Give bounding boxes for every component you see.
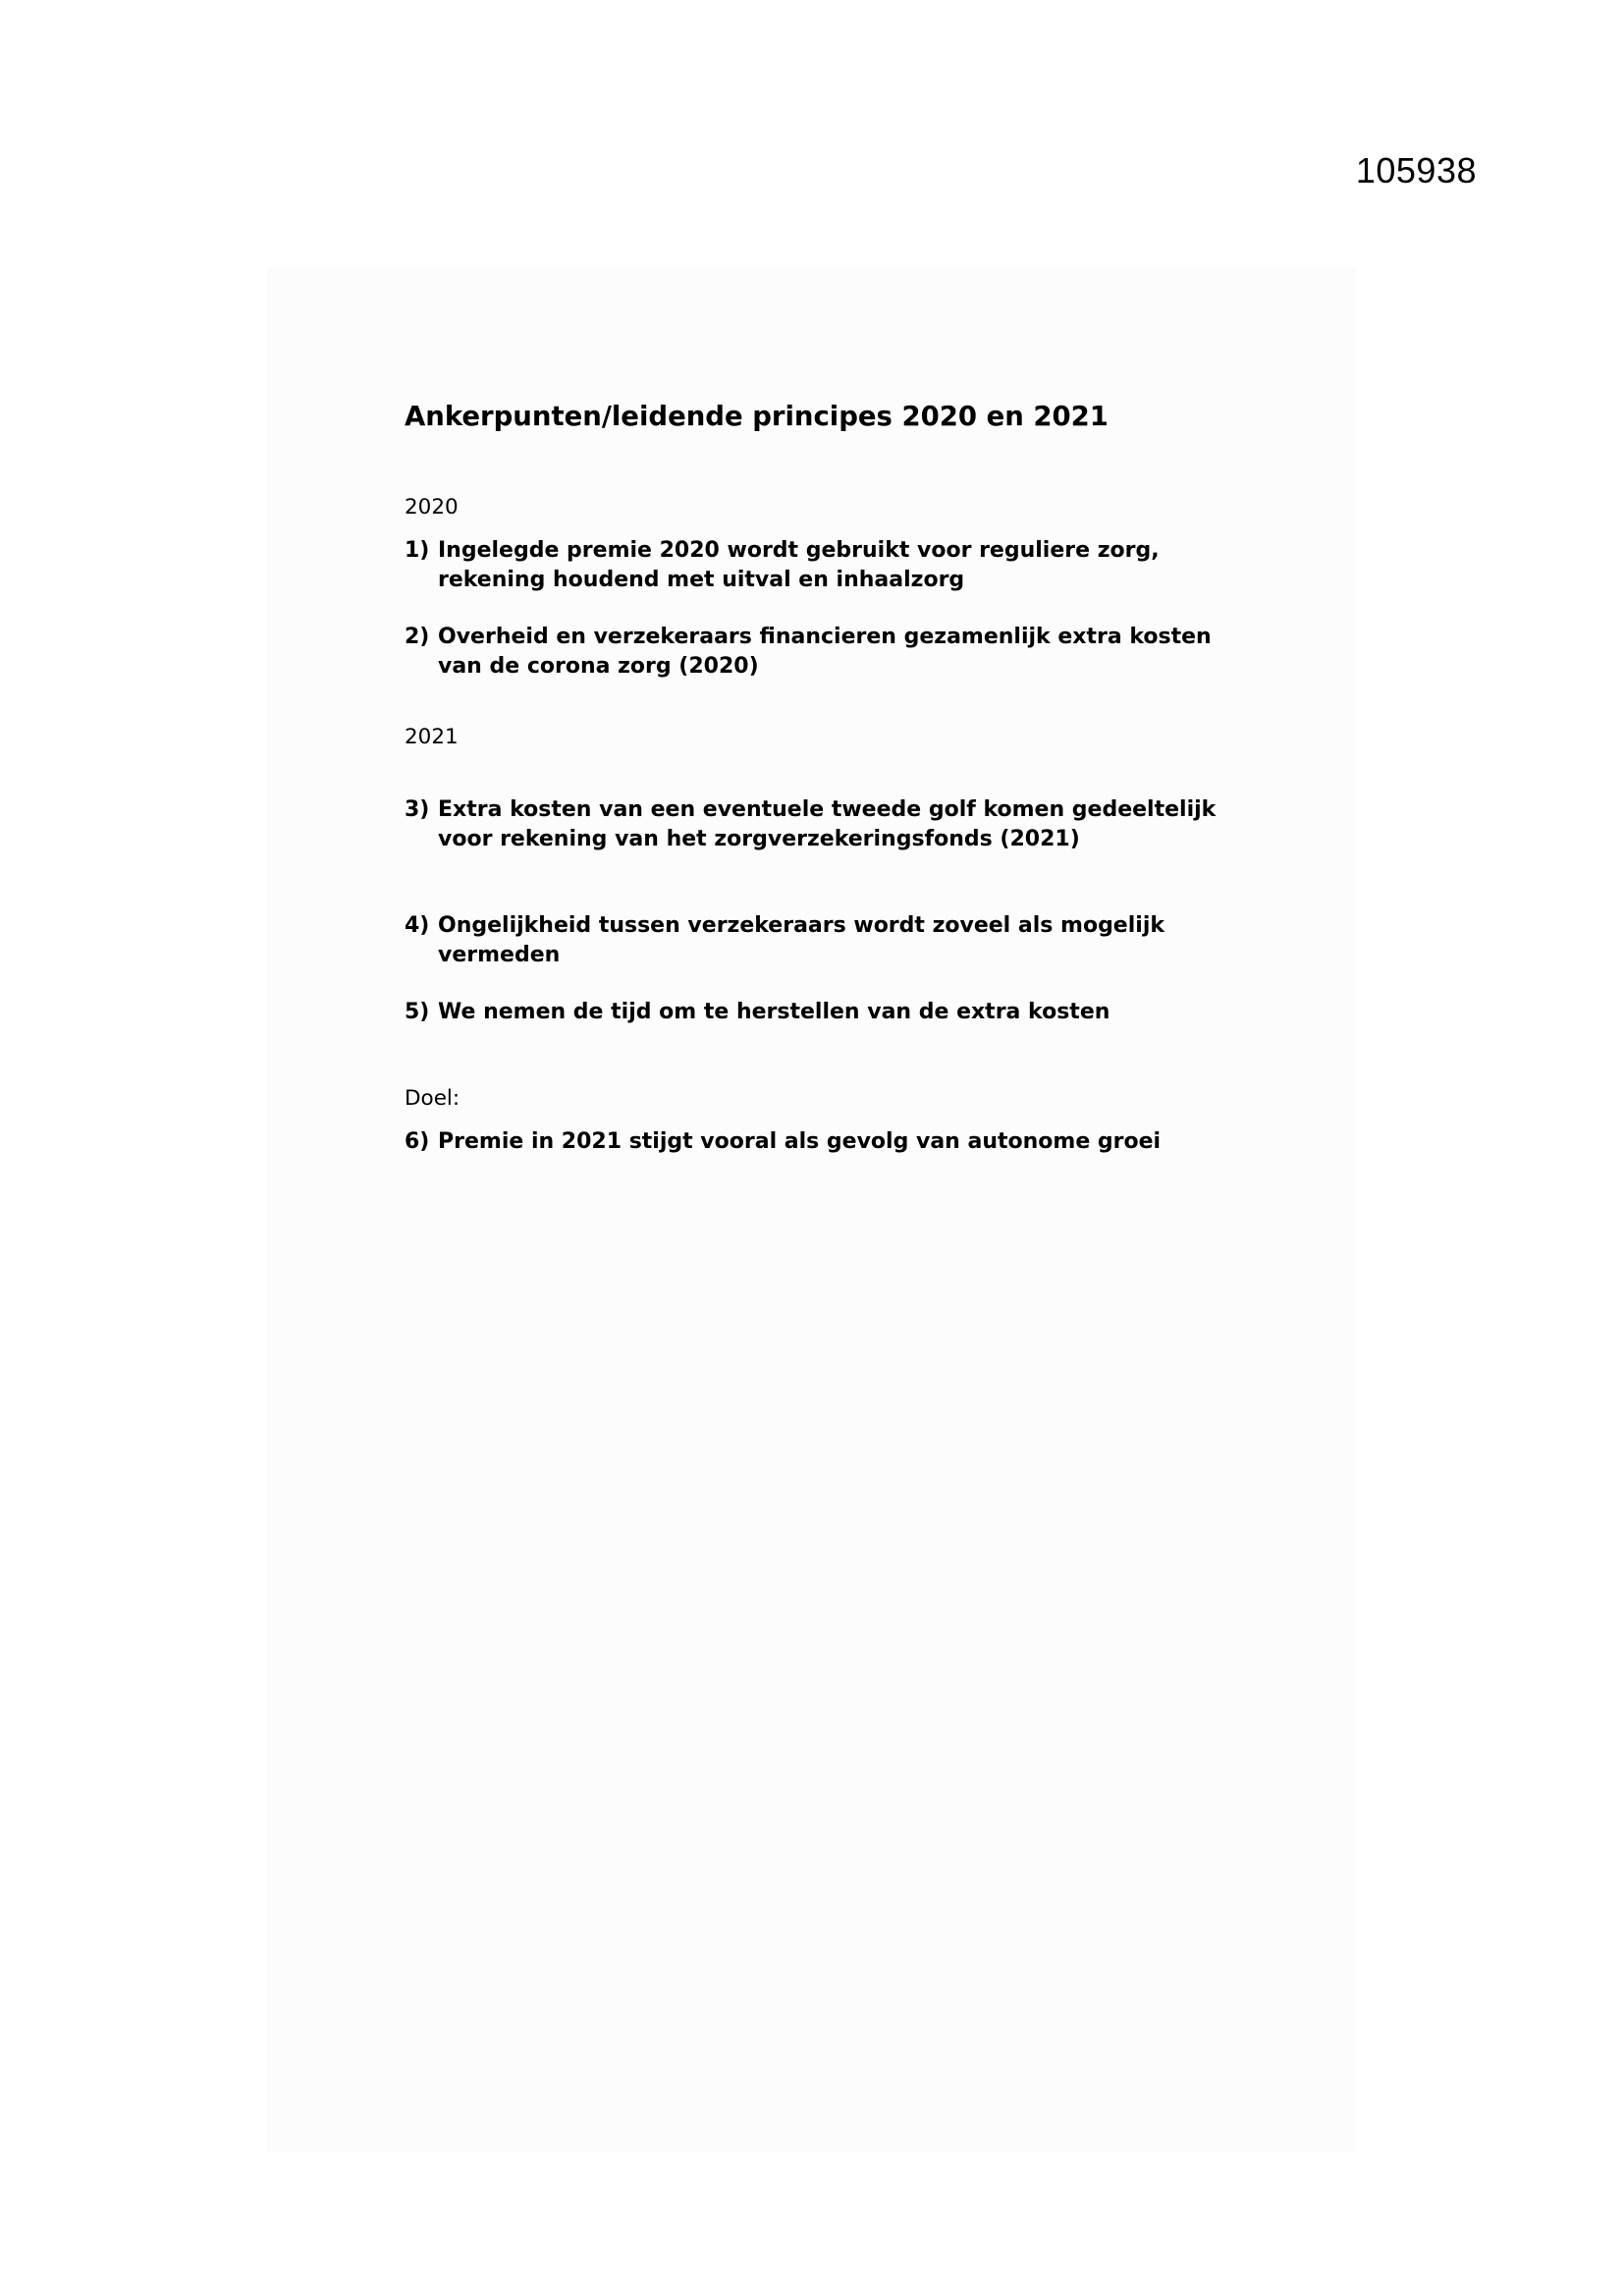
- document-title: Ankerpunten/leidende principes 2020 en 2021: [405, 401, 1109, 432]
- item-number: 1): [405, 538, 430, 563]
- section-heading-2021: 2021: [405, 725, 459, 749]
- item-number: 5): [405, 1000, 430, 1024]
- principle-item-2: [405, 623, 1288, 682]
- item-text: We nemen de tijd om te herstellen van de extra kosten: [438, 1000, 1110, 1024]
- principle-item-1: [405, 536, 1288, 595]
- item-text: Extra kosten van een eventuele tweede golf komen gedeeltelijk voor rekening van het zorgverzekeringsfonds (2021): [438, 797, 1217, 851]
- principle-item-5: [405, 998, 1288, 1027]
- principle-item-6: [405, 1127, 1288, 1157]
- item-text: Overheid en verzekeraars financieren gezamenlijk extra kosten van de corona zorg (2020): [438, 625, 1212, 679]
- item-text: Ongelijkheid tussen verzekeraars wordt zoveel als mogelijk vermeden: [438, 913, 1164, 967]
- section-heading-doel: Doel:: [405, 1086, 460, 1111]
- section-heading-2020: 2020: [405, 495, 459, 519]
- document-number: 105938: [1355, 150, 1477, 191]
- item-number: 3): [405, 797, 430, 822]
- item-number: 6): [405, 1129, 430, 1154]
- principle-item-4: [405, 911, 1288, 970]
- principle-item-3: [405, 795, 1288, 854]
- item-number: 2): [405, 625, 430, 649]
- item-text: Premie in 2021 stijgt vooral als gevolg van autonome groei: [438, 1129, 1162, 1154]
- item-number: 4): [405, 913, 430, 938]
- item-text: Ingelegde premie 2020 wordt gebruikt voor reguliere zorg, rekening houdend met uitval en inhaalzorg: [438, 538, 1160, 592]
